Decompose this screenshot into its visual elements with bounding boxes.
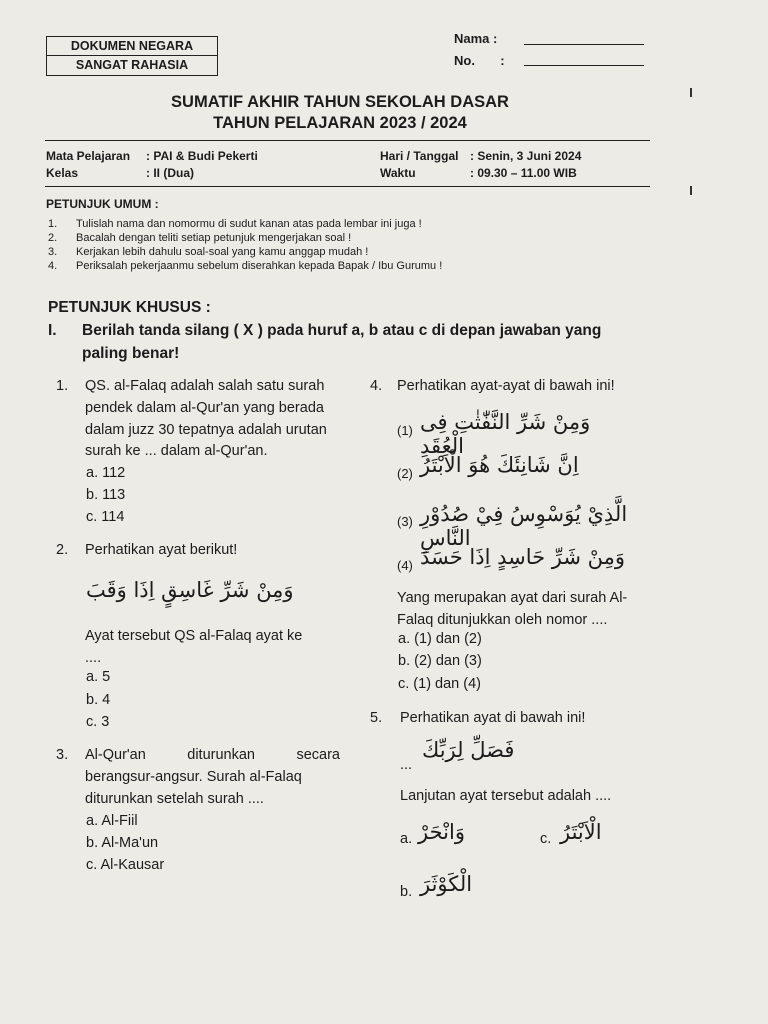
mapel-label: Mata Pelajaran (46, 149, 131, 163)
exam-year: TAHUN PELAJARAN 2023 / 2024 (213, 114, 467, 132)
q5-lanjutan: Lanjutan ayat tersebut adalah .... (400, 788, 612, 804)
umum-num-1: 1. (48, 218, 58, 230)
stamp-line-2: SANGAT RAHASIA (75, 58, 189, 72)
kelas-label: Kelas (46, 166, 79, 180)
q5-option-a-label[interactable]: a. (400, 831, 413, 847)
q1-line-1: QS. al-Falaq adalah salah satu surah (85, 378, 325, 394)
waktu-label: Waktu (380, 166, 416, 180)
q2-option-c[interactable]: c. 3 (86, 714, 110, 730)
section-roman: I. (48, 322, 57, 339)
divider-meta (45, 186, 650, 187)
q3-number: 3. (56, 747, 69, 763)
stamp-line-1: DOKUMEN NEGARA (47, 37, 217, 56)
q5-option-c-label[interactable]: c. (540, 831, 552, 847)
umum-num-4: 4. (48, 260, 58, 272)
q2-line-2: .... (85, 650, 102, 666)
hari-value: : Senin, 3 Juni 2024 (470, 149, 582, 163)
petunjuk-umum-heading: PETUNJUK UMUM : (46, 197, 159, 211)
divider-top (45, 140, 650, 141)
q3-line-2: berangsur-angsur. Surah al-Falaq (85, 769, 302, 785)
hari-label: Hari / Tanggal (380, 149, 459, 163)
umum-item-4: Periksalah pekerjaanmu sebelum diserahkan kepada Bapak / Ibu Gurumu ! (76, 260, 443, 272)
no-field[interactable] (524, 53, 644, 66)
q4-ayat-1-arabic: وَمِنْ شَرِّ النَّفّٰثٰتِ فِى الْعُقَدِ (420, 410, 591, 458)
q2-prompt: Perhatikan ayat berikut! (85, 542, 238, 558)
q1-option-c[interactable]: c. 114 (86, 509, 125, 525)
mapel-value: : PAI & Budi Pekerti (146, 149, 258, 163)
q4-line-2: Falaq ditunjukkan oleh nomor .... (397, 612, 608, 628)
q1-line-4: surah ke ... dalam al-Qur'an. (85, 443, 268, 459)
q4-option-a[interactable]: a. (1) dan (2) (398, 631, 482, 647)
q1-option-a[interactable]: a. 112 (86, 465, 126, 481)
q4-ayat-4-number: (4) (397, 558, 413, 573)
q2-line-1: Ayat tersebut QS al-Falaq ayat ke (85, 628, 303, 644)
q5-ellipsis: ... (400, 757, 413, 773)
q4-number: 4. (370, 378, 383, 394)
kelas-value: : II (Dua) (146, 166, 194, 180)
q4-ayat-1-number: (1) (397, 423, 413, 438)
q5-number: 5. (370, 710, 383, 726)
q1-number: 1. (56, 378, 69, 394)
q2-option-b[interactable]: b. 4 (86, 692, 111, 708)
q3-option-a[interactable]: a. Al-Fiil (86, 813, 138, 829)
nama-label: Nama : (454, 31, 498, 46)
q2-arabic-verse: وَمِنْ شَرِّ غَاسِقٍ اِذَا وَقَبَ (86, 578, 294, 602)
khusus-line-1: Berilah tanda silang ( X ) pada huruf a, b atau c di depan jawaban yang (82, 322, 602, 339)
q5-arabic-verse: فَصَلِّ لِرَبِّكَ (422, 738, 515, 762)
umum-item-2: Bacalah dengan teliti setiap petunjuk mengerjakan soal ! (76, 232, 352, 244)
umum-num-2: 2. (48, 232, 58, 244)
exam-title: SUMATIF AKHIR TAHUN SEKOLAH DASAR (171, 93, 509, 111)
q4-ayat-2-arabic: اِنَّ شَانِئَكَ هُوَ الْاَبْتَرُ (420, 453, 579, 477)
q4-ayat-4-arabic: وَمِنْ شَرِّ حَاسِدٍ اِذَا حَسَدَ (420, 545, 626, 569)
q4-prompt: Perhatikan ayat-ayat di bawah ini! (397, 378, 615, 394)
petunjuk-khusus-heading: PETUNJUK KHUSUS : (48, 299, 211, 316)
q1-line-3: dalam juzz 30 tepatnya adalah urutan (85, 422, 327, 438)
q4-ayat-3-number: (3) (397, 514, 413, 529)
q3-line-3: diturunkan setelah surah .... (85, 791, 264, 807)
q3-option-c[interactable]: c. Al-Kausar (86, 857, 165, 873)
no-label: No. : (454, 53, 505, 68)
q3-line-1: Al-Qur'an diturunkan secara (85, 747, 340, 763)
q5-option-b-label[interactable]: b. (400, 884, 413, 900)
q4-line-1: Yang merupakan ayat dari surah Al- (397, 590, 628, 606)
q2-option-a[interactable]: a. 5 (86, 669, 111, 685)
q4-ayat-2-number: (2) (397, 466, 413, 481)
print-mark (690, 88, 692, 97)
q4-option-c[interactable]: c. (1) dan (4) (398, 676, 481, 692)
umum-num-3: 3. (48, 246, 58, 258)
umum-item-3: Kerjakan lebih dahulu soal-soal yang kamu anggap mudah ! (76, 246, 369, 258)
q1-option-b[interactable]: b. 113 (86, 487, 126, 503)
q4-option-b[interactable]: b. (2) dan (3) (398, 653, 482, 669)
print-mark (690, 186, 692, 195)
khusus-line-2: paling benar! (82, 345, 180, 362)
q5-option-a-arabic[interactable]: وَانْحَرْ (418, 820, 465, 844)
q3-option-b[interactable]: b. Al-Ma'un (86, 835, 159, 851)
umum-item-1: Tulislah nama dan nomormu di sudut kanan atas pada lembar ini juga ! (76, 218, 422, 230)
classification-stamp (46, 36, 218, 76)
q5-prompt: Perhatikan ayat di bawah ini! (400, 710, 586, 726)
waktu-value: : 09.30 – 11.00 WIB (470, 166, 577, 180)
q4-ayat-3-arabic: الَّذِيْ يُوَسْوِسُ فِيْ صُدُوْرِ النَّاسِ (420, 502, 628, 550)
q1-line-2: pendek dalam al-Qur'an yang berada (85, 400, 324, 416)
q5-option-c-arabic[interactable]: الْاَبْتَرُ (560, 820, 602, 844)
q5-option-b-arabic[interactable]: الْكَوْثَرَ (420, 872, 473, 896)
q2-number: 2. (56, 542, 69, 558)
nama-field[interactable] (524, 32, 644, 45)
